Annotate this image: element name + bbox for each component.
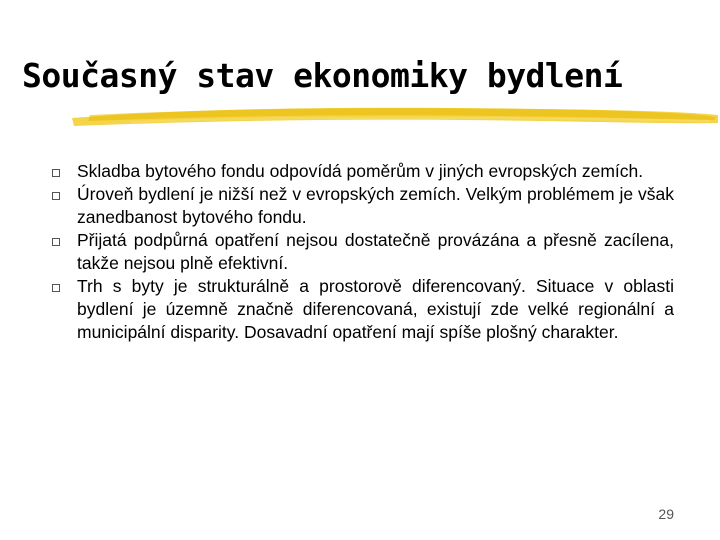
square-bullet-icon	[52, 169, 60, 177]
bullet-item	[52, 229, 674, 275]
bullet-text: Úroveň bydlení je nižší než v evropských zemích. Velkým problémem je však zanedbanost bytového fondu.	[77, 184, 674, 227]
square-bullet-icon	[52, 192, 60, 200]
bullet-list	[52, 160, 674, 344]
bullet-text: Skladba bytového fondu odpovídá poměrům v jiných evropských zemích.	[77, 161, 644, 181]
bullet-item	[52, 275, 674, 344]
bullet-text: Trh s byty je strukturálně a prostorově diferencovaný. Situace v oblasti bydlení je územně značně diferencovaná, existují zde velké regionální a municipální disparity. Dosavadní opatření mají spíše plošný charakter.	[77, 276, 674, 342]
bullet-item	[52, 183, 674, 229]
bullet-item	[52, 160, 674, 183]
square-bullet-icon	[52, 238, 60, 246]
slide-title: Současný stav ekonomiky bydlení	[22, 56, 623, 95]
page-number: 29	[658, 506, 674, 522]
square-bullet-icon	[52, 284, 60, 292]
title-underline	[70, 100, 720, 134]
bullet-text: Přijatá podpůrná opatření nejsou dostatečně provázána a přesně zacílena, takže nejsou plně efektivní.	[77, 230, 674, 273]
